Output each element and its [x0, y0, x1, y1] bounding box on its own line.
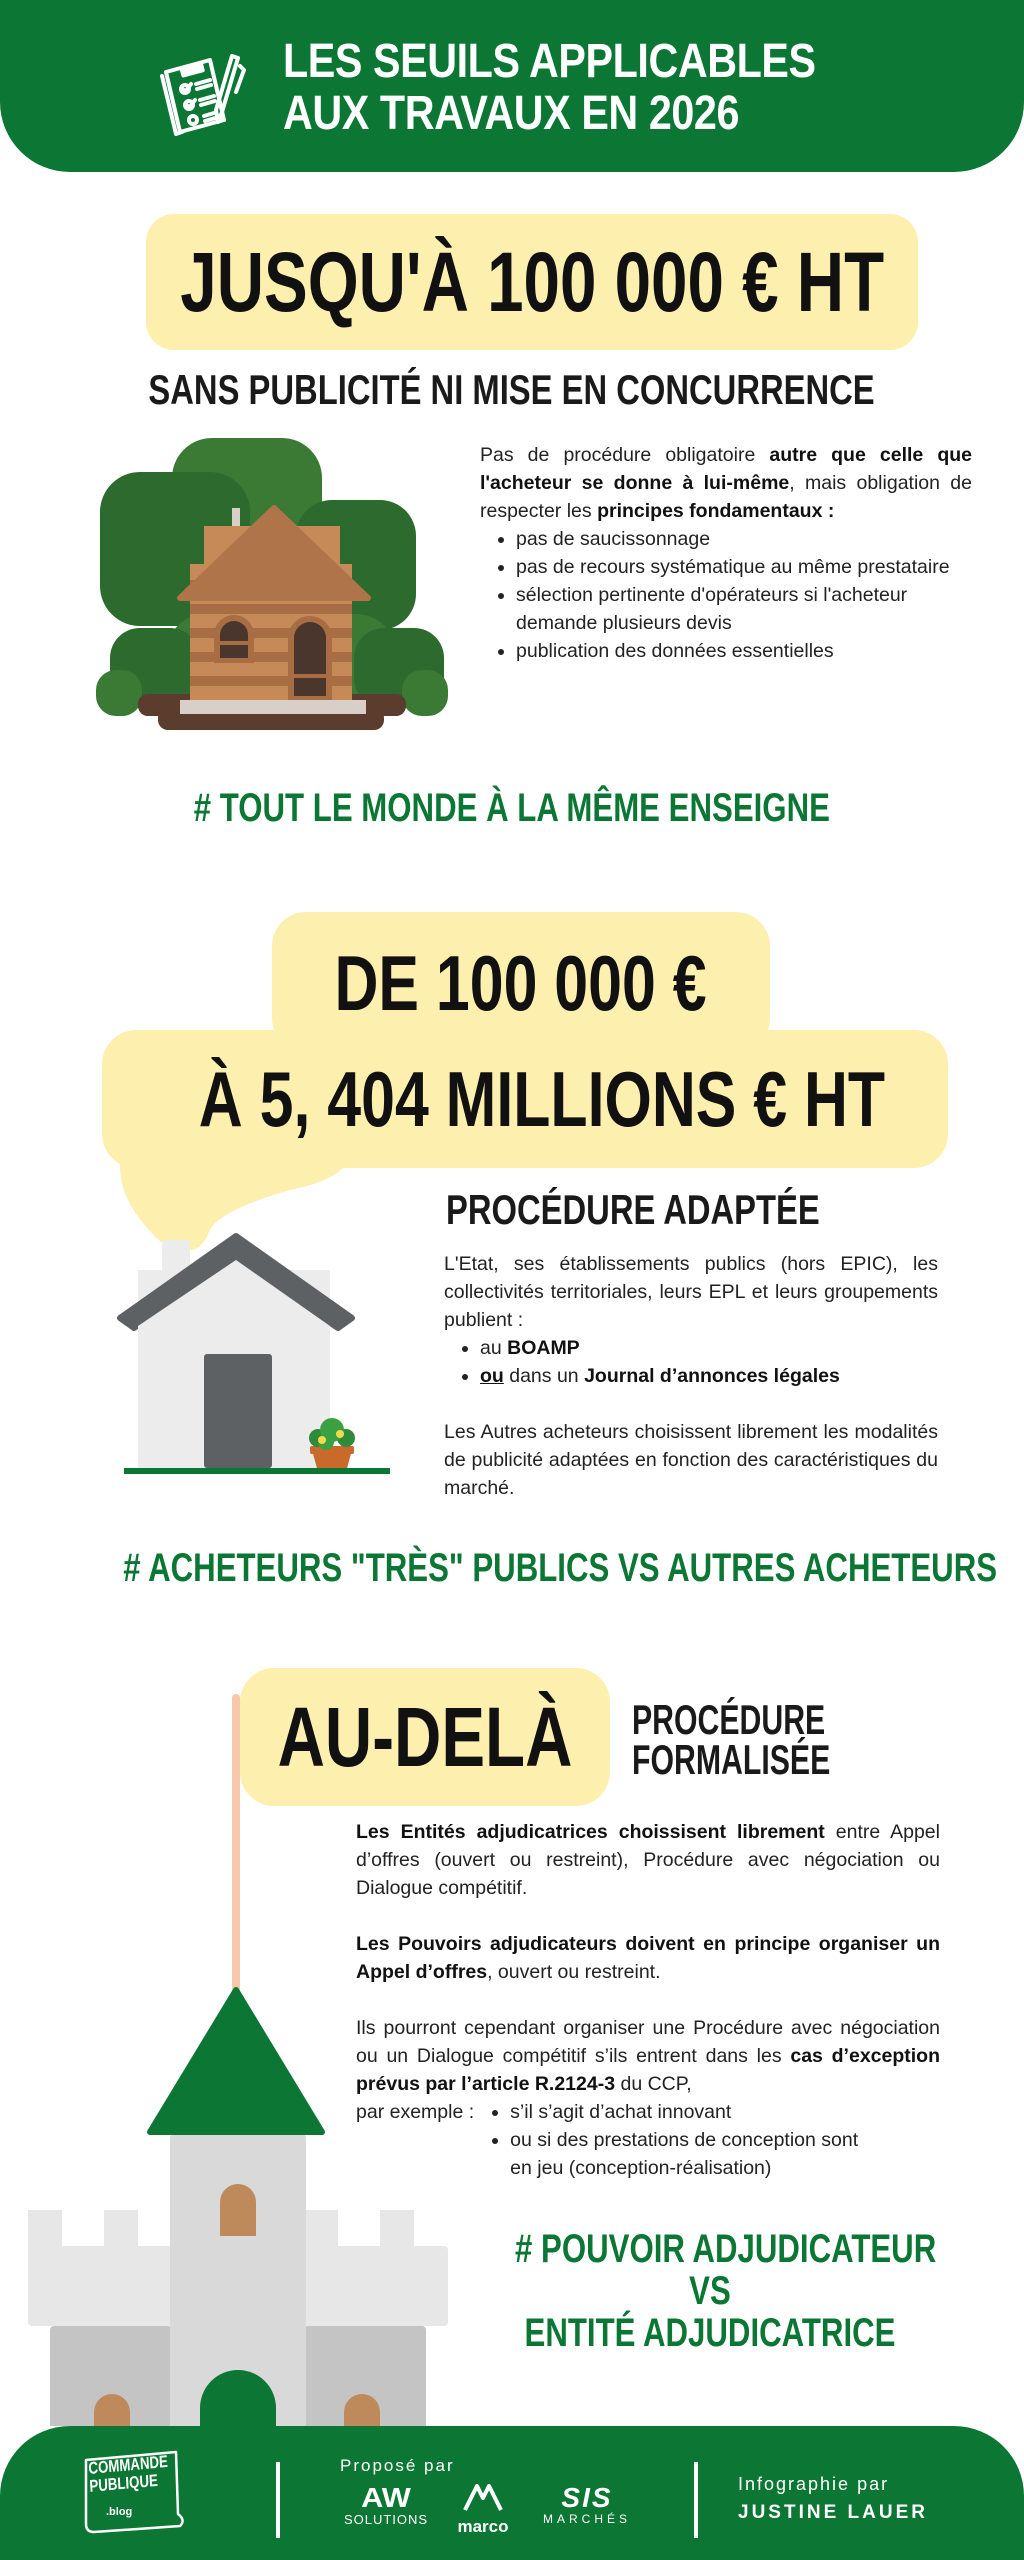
section3-description [356, 1818, 940, 2182]
intro-bold-2: principes fondamentaux : [597, 500, 835, 522]
hashtag-1 [0, 786, 1024, 831]
threshold-1-text: JUSQU'À 100 000 € HT [180, 234, 884, 329]
page-title-line1: LES SEUILS APPLICABLES [283, 35, 816, 88]
sponsor-sis-marches[interactable] [532, 2484, 642, 2526]
procedure-formalisee-title [632, 1696, 907, 1783]
list-item: • s’il s’agit d’achat innovant [510, 2098, 880, 2126]
para2-text: , ouvert ou restreint. [487, 1961, 661, 1983]
list-item [480, 1334, 938, 1362]
section3-para1 [356, 1818, 940, 1902]
infographic-by-label: Infographie par [738, 2474, 890, 2494]
list-item [480, 1362, 938, 1390]
threshold-2-line1 [272, 938, 770, 1029]
bullet2-text: dans un [503, 1365, 585, 1387]
log-cabin-icon [96, 438, 450, 732]
threshold-2-line2-text: À 5, 404 MILLIONS € HT [198, 1055, 886, 1143]
intro-text-2: , mais obligation de respecter les [480, 472, 972, 522]
bullet1-text: au [480, 1337, 508, 1359]
proposed-by-label: Proposé par [340, 2456, 455, 2475]
para1-text: entre Appel d’offres (ouvert ou restreint), Procédure avec négociation ou Dialogue compétitif. [356, 1821, 940, 1899]
section1-description [480, 441, 972, 665]
section3-para2 [356, 1930, 940, 1986]
threshold-3-text: AU-DELÀ [277, 1689, 573, 1784]
bullet2-bold: Journal d’annonces légales [584, 1365, 840, 1387]
section1-intro [480, 441, 972, 525]
logo-line2: PUBLIQUE [88, 2470, 159, 2496]
list-item: • ou si des prestations de conception sont en jeu (conception-réalisation) [510, 2126, 880, 2182]
logo-line3: .blog [106, 2506, 133, 2518]
examples-row [356, 2098, 940, 2182]
page-title-line2: AUX TRAVAUX EN 2026 [283, 87, 739, 140]
marco-logo-name: marco [457, 2517, 509, 2536]
threshold-2-line1-text: DE 100 000 € [334, 939, 708, 1027]
page-title [283, 36, 902, 140]
section2-description [444, 1250, 938, 1502]
principles-list [480, 525, 972, 665]
list-item: • pas de saucissonnage [516, 525, 972, 553]
list-item: • publication des données essentielles [516, 637, 972, 665]
procedure-adaptee-text: PROCÉDURE ADAPTÉE [446, 1186, 820, 1233]
commande-publique-logo[interactable] [82, 2450, 186, 2536]
section2-para2: Les Autres acheteurs choisissent librement les modalités de publicité adaptées en fonction des caractéristiques du marché. [444, 1421, 938, 1499]
publication-list [444, 1334, 938, 1390]
footer-divider-2 [694, 2462, 698, 2538]
procedure-formalisee-line1: PROCÉDURE [632, 1696, 826, 1743]
threshold-2-line2 [102, 1054, 948, 1145]
section2-para1: L'Etat, ses établissements publics (hors EPIC), les collectivités territoriales, leurs EPL et leurs groupements publient : [444, 1253, 938, 1331]
hashtag-3-line1: # POUVOIR ADJUDICATEUR [515, 2227, 937, 2271]
procedure-formalisee-line2: FORMALISÉE [632, 1736, 831, 1783]
aw-logo-mark: AW [361, 2482, 411, 2513]
list-item: • pas de recours systématique au même prestataire [516, 553, 972, 581]
hashtag-3-line2: VS [689, 2269, 731, 2313]
threshold-badge-1 [146, 214, 918, 350]
marco-logo-mark [461, 2484, 505, 2512]
intro-bold: autre que celle que l'acheteur se donne à lui-même [480, 444, 972, 494]
para3-text-2: du CCP, [615, 2073, 692, 2095]
section1-subtitle-text: SANS PUBLICITÉ NI MISE EN CONCURRENCE [148, 366, 876, 413]
aw-logo-name: SOLUTIONS [343, 2512, 429, 2527]
author-name: JUSTINE LAUER [738, 2502, 928, 2523]
checklist-pen-icon [152, 44, 252, 144]
example-label: par exemple : [356, 2101, 475, 2123]
para3-bold: cas d’exception prévus par l’article R.2124-3 [356, 2045, 940, 2095]
sponsor-aw-solutions[interactable] [338, 2484, 434, 2527]
hashtag-3-line3: ENTITÉ ADJUDICATRICE [524, 2311, 896, 2355]
examples-list [474, 2098, 880, 2182]
sponsor-marco[interactable] [440, 2484, 526, 2537]
hashtag-3 [460, 2228, 960, 2354]
bullet1-bold: BOAMP [507, 1337, 580, 1359]
footer-divider-1 [276, 2462, 280, 2538]
sis-logo-name: MARCHÉS [542, 2512, 631, 2526]
para3-text: Ils pourront cependant organiser une Procédure avec négociation ou un Dialogue compétitif s’ils entrent dans les [356, 2017, 940, 2067]
para2-bold: Les Pouvoirs adjudicateurs doivent en principe organiser un Appel d’offres [356, 1933, 940, 1983]
logo-line1: COMMANDE [87, 2451, 169, 2478]
section3-para3 [356, 2014, 940, 2098]
sis-logo-mark: SIS [561, 2482, 613, 2513]
para1-bold: Les Entités adjudicatrices choissisent librement [356, 1821, 825, 1843]
hashtag-2-text: # ACHETEURS "TRÈS" PUBLICS VS AUTRES ACHETEURS [123, 1546, 998, 1590]
house-smoke-icon [90, 1150, 390, 1480]
hashtag-1-text: # TOUT LE MONDE À LA MÊME ENSEIGNE [193, 786, 831, 830]
bullet2-underlined: ou [480, 1365, 504, 1387]
section1-subtitle [0, 366, 1024, 414]
hashtag-2 [0, 1546, 1024, 1591]
procedure-adaptee-title [446, 1186, 925, 1234]
intro-text: Pas de procédure obligatoire [480, 444, 770, 466]
list-item: • sélection pertinente d'opérateurs si l'acheteur demande plusieurs devis [516, 581, 972, 637]
